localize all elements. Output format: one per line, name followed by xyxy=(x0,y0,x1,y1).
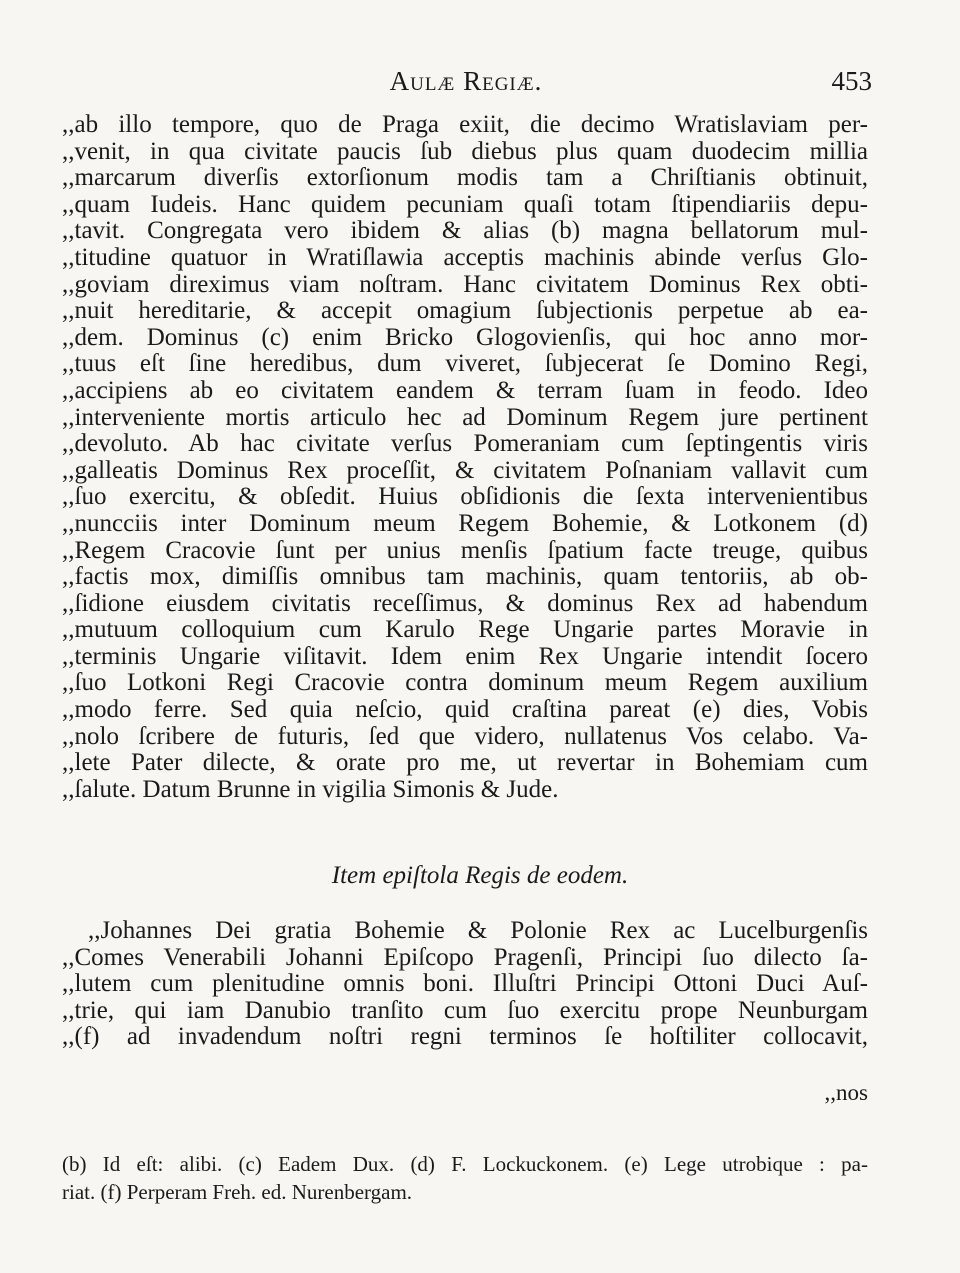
section-heading: Item epiſtola Regis de eodem. xyxy=(331,862,629,889)
text-line: ,,goviam direximus viam noſtram. Hanc civitatem Dominus Rex obti- xyxy=(62,271,868,298)
text-line: ,,venit, in qua civitate paucis ſub diebus plus quam duodecim millia xyxy=(62,138,868,165)
text-line: ,,lete Pater dilecte, & orate pro me, ut revertar in Bohemiam cum xyxy=(62,750,868,777)
text-line: ,,nuit hereditarie, & accepit omagium ſubjectionis perpetue ab ea- xyxy=(62,298,868,325)
footnote-line: riat. (f) Perperam Freh. ed. Nurenbergam. xyxy=(62,1180,413,1204)
text-line: ,,nolo ſcribere de futuris, ſed que videro, nullatenus Vos celabo. Va- xyxy=(62,723,868,750)
text-line: ,,modo ferre. Sed quia neſcio, quid craſtina pareat (e) dies, Vobis xyxy=(62,697,868,724)
footnote-divider xyxy=(62,1128,868,1129)
text-line: ,,quam Iudeis. Hanc quidem pecuniam quaſi totam ſtipendiariis depu- xyxy=(62,191,868,218)
text-line: ,,terminis Ungarie viſitavit. Idem enim Rex Ungarie intendit ſocero xyxy=(62,643,868,670)
text-line: ,,(f) ad invadendum noſtri regni terminos ſe hoſtiliter collocavit, xyxy=(62,1024,868,1051)
text-line: ,,lutem cum plenitudine omnis boni. Illuſtri Principi Ottoni Duci Auſ- xyxy=(62,971,868,998)
catchword: ,,nos xyxy=(824,1080,868,1105)
text-line: ,,tavit. Congregata vero ibidem & alias (b) magna bellatorum mul- xyxy=(62,218,868,245)
text-line: ,,mutuum colloquium cum Karulo Rege Ungarie partes Moravie in xyxy=(62,617,868,644)
text-line: ,,nuncciis inter Dominum meum Regem Bohemie, & Lotkonem (d) xyxy=(62,510,868,537)
text-line: ,,ſalute. Datum Brunne in vigilia Simonis & Jude. xyxy=(62,776,559,803)
second-letter-body xyxy=(62,918,868,1051)
text-line: ,,dem. Dominus (c) enim Bricko Glogovienſis, qui hoc anno mor- xyxy=(62,324,868,351)
text-line: ,,ab illo tempore, quo de Praga exiit, die decimo Wratislaviam per- xyxy=(62,112,868,138)
text-line: ,,marcarum diverſis extorſionum modis tam a Chriſtianis obtinuit, xyxy=(62,165,868,192)
text-line: ,,devoluto. Ab hac civitate verſus Pomeraniam cum ſeptingentis viris xyxy=(62,431,868,458)
page-header xyxy=(60,66,872,106)
text-line: ,,ſuo exercitu, & obſedit. Huius obſidionis die ſexta intervenientibus xyxy=(62,484,868,511)
text-line: ,,Comes Venerabili Johanni Epiſcopo Pragenſi, Principi ſuo dilecto ſa- xyxy=(62,944,868,971)
text-line: ,,interveniente mortis articulo hec ad Dominum Regem jure pertinent xyxy=(62,404,868,431)
text-line: ,,trie, qui iam Danubio tranſito cum ſuo exercitu prope Neunburgam xyxy=(62,997,868,1024)
text-line: ,,tuus eſt ſine heredibus, dum viveret, ſubjecerat ſe Domino Regi, xyxy=(62,351,868,378)
text-line: ,,Johannes Dei gratia Bohemie & Polonie Rex ac Lucelburgenſis xyxy=(88,918,868,944)
letter-body xyxy=(62,112,868,803)
text-line: ,,accipiens ab eo civitatem eandem & terram ſuam in feodo. Ideo xyxy=(62,377,868,404)
text-line: ,,galleatis Dominus Rex proceſſit, & civitatem Poſnaniam vallavit cum xyxy=(62,457,868,484)
running-title: Aulæ Regiæ. xyxy=(389,66,543,96)
page-number: 453 xyxy=(831,66,872,96)
footnotes xyxy=(62,1150,868,1206)
text-line: ,,Regem Cracovie ſunt per unius menſis ſpatium facte treuge, quibus xyxy=(62,537,868,564)
text-line: ,,titudine quatuor in Wratiſlawia acceptis machinis abinde verſus Glo- xyxy=(62,244,868,271)
text-line: ,,factis mox, dimiſſis omnibus tam machinis, quam tentoriis, ab ob- xyxy=(62,564,868,591)
text-line: ,,ſuo Lotkoni Regi Cracovie contra dominum meum Regem auxilium xyxy=(62,670,868,697)
footnote-line: (b) Id eſt: alibi. (c) Eadem Dux. (d) F. Lockuckonem. (e) Lege utrobique : pa- xyxy=(62,1152,868,1176)
text-line: ,,ſidione eiusdem civitatis receſſimus, & dominus Rex ad habendum xyxy=(62,590,868,617)
